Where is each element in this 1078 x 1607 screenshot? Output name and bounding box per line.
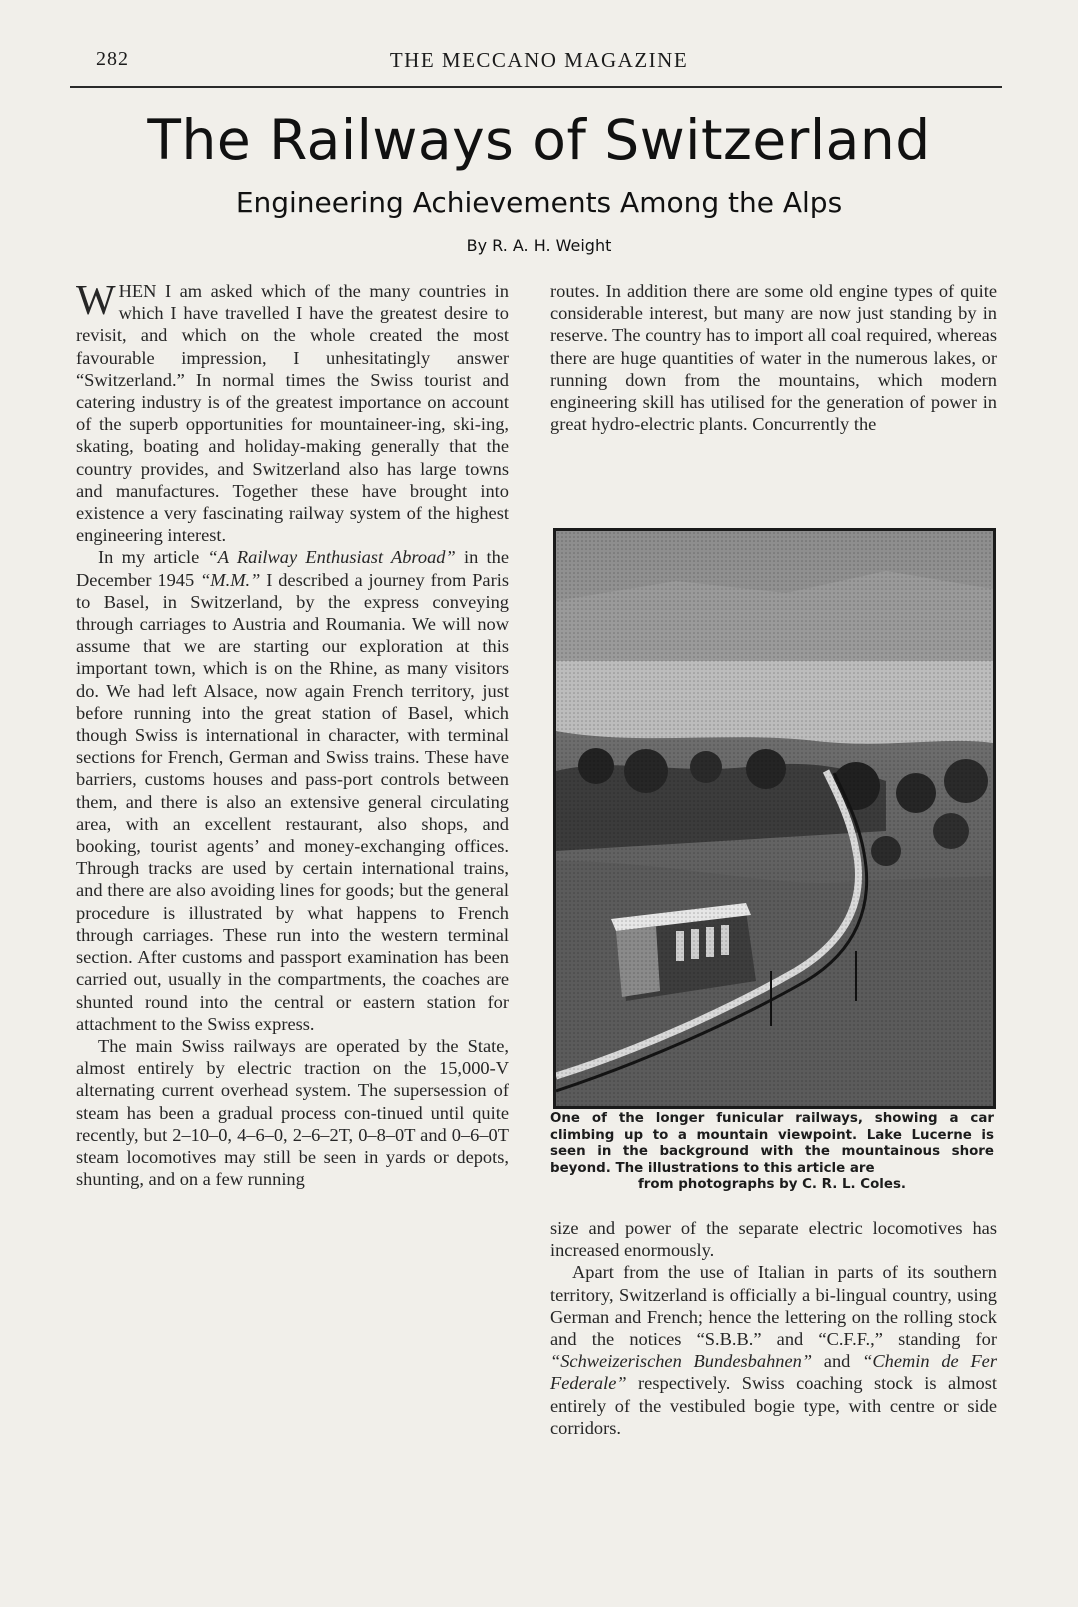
right-column-bottom bbox=[550, 1217, 997, 1439]
funicular-photo bbox=[553, 528, 996, 1109]
magazine-title: THE MECCANO MAGAZINE bbox=[389, 48, 689, 72]
paragraph-bilingual: Apart from the use of Italian in parts of its southern territory, Switzerland is officially a bi-lingual country, using German and French; hence the lettering on the rolling stock and the notices “S.B.B.” and “C.F.F.,” standing for “Schweizerischen Bundesbahnen” and “Chemin de Fer Federale” respectively. Swiss coaching stock is almost entirely of the vestibuled bogie type, with centre or side corridors. bbox=[550, 1262, 997, 1438]
drop-cap: W bbox=[76, 278, 116, 324]
left-column bbox=[76, 280, 509, 1190]
header-rule bbox=[70, 86, 1002, 88]
article-reference: “A Railway Enthusiast Abroad” bbox=[207, 547, 456, 568]
paragraph-routes: routes. In addition there are some old engine types of quite considerable interest, but many are now just standing by in reserve. The country has to import all coal required, whereas there are huge quantities of water in the numerous lakes, or running down from the mountains, which modern engineering skill has utilised for the generation of power in great hydro-electric plants. Concurrently the bbox=[550, 281, 997, 435]
article-byline: By R. A. H. Weight bbox=[466, 236, 612, 255]
paragraph-locomotives: size and power of the separate electric locomotives has increased enormously. bbox=[550, 1218, 997, 1261]
paragraph-intro: WHEN I am asked which of the many countries in which I have travelled I have the greatest desire to revisit, and which on the whole created the most favourable impression, I unhesitatingly answer “Switzerland.” In normal times the Swiss tourist and catering industry is of the greatest importance on account of the superb opportunities for mountaineer-ing, ski-ing, skating, boating and holiday-making generally that the country provides, and Switzerland also has large towns and manufactures. Together these have brought into existence a very fascinating railway system of the highest engineering interest. bbox=[76, 278, 509, 546]
article-subtitle: Engineering Achievements Among the Alps bbox=[235, 186, 843, 219]
right-column-top bbox=[550, 280, 997, 435]
magazine-reference: “M.M.” bbox=[200, 569, 261, 590]
page-number: 282 bbox=[96, 48, 129, 70]
paragraph-state-railways: The main Swiss railways are operated by the State, almost entirely by electric traction on the 15,000-V alternating current overhead system. The supersession of steam has been a gradual process con-tinued until quite recently, but 2–10–0, 4–6–0, 2–6–2T, 0–8–0T and 0–6–0T steam locomotives may still be seen in yards or depots, shunting, and on a few running bbox=[76, 1035, 509, 1190]
paragraph-basel: In my article “A Railway Enthusiast Abroad” in the December 1945 “M.M.” I described a journey from Paris to Basel, in Switzerland, by the express conveying through carriages to Austria and Roumania. We will now assume that we are starting our exploration at this important town, which is on the Rhine, as many visitors do. We had left Alsace, now again French territory, just before running into the great station of Basel, which though Swiss is international in character, with terminal sections for French, German and Swiss trains. These have barriers, customs houses and pass-port controls between them, and there is also an extensive general circulating area, with an excellent restaurant, also shops, and booking, tourist agents’ and money-exchanging offices. Through tracks are used by certain international trains, and there are also avoiding lines for goods; but the general procedure is illustrated by what happens to French through carriages. These run into the western terminal section. After customs and passport examination has been carried out, usually in the compartments, the coaches are shunted round into the central or eastern station for attachment to the Swiss express. bbox=[76, 547, 509, 1034]
article-title: The Railways of Switzerland bbox=[147, 108, 931, 172]
photo-caption: One of the longer funicular railways, showing a car climbing up to a mountain viewpoint. Lake Lucerne is seen in the background with the mountainous shore beyond. The illustrations to this article are from photographs by C. R. L. Coles. bbox=[550, 1111, 994, 1192]
funicular-photo-illustration bbox=[556, 531, 993, 1106]
